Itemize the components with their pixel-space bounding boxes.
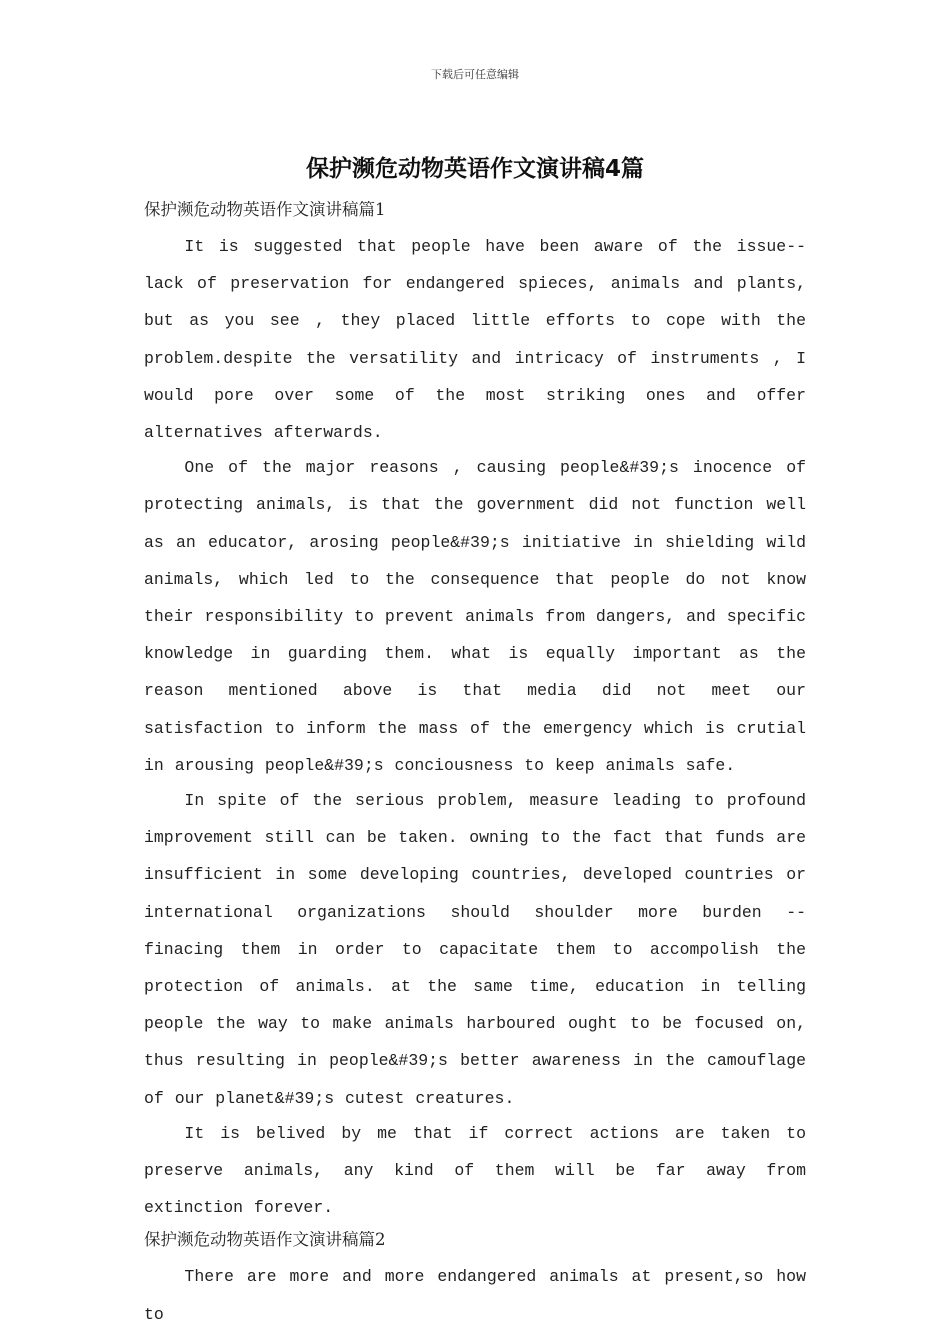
section-heading-1: 保护濒危动物英语作文演讲稿篇1 <box>144 200 386 219</box>
paragraph-1-1: It is suggested that people have been aware of the issue--lack of preservation for endangered spieces, animals and plants, but as you see , they placed little efforts to cope with the problem.despite the versatility and intricacy of instruments , I would pore over some of the most striking ones and offer alternatives afterwards. <box>144 237 806 443</box>
header-note: 下载后可任意编辑 <box>431 68 519 81</box>
document-title: 保护濒危动物英语作文演讲稿4篇 <box>305 156 644 182</box>
paragraph-1-4: It is belived by me that if correct actions are taken to preserve animals, any kind of them will be far away from extinction forever. <box>144 1123 806 1218</box>
paragraph-1-2: One of the major reasons , causing people&#39;s inocence of protecting animals, is that the government did not function well as an educator, arosing people&#39;s initiative in shielding wild animals, which led to the consequence that people do not know their responsibility to prevent animals from dangers, and specific knowledge in guarding them. what is equally important as the reason mentioned above is that media did not meet our satisfaction to inform the mass of the emergency which is crutial in arousing people&#39;s conciousness to keep animals safe. <box>144 458 806 775</box>
paragraph-1-3: In spite of the serious problem, measure leading to profound improvement still can be taken. owning to the fact that funds are insufficient in some developing countries, developed countries or international organizations should shoulder more burden -- finacing them in order to capacitate them to accompolish the protection of animals. at the same time, education in telling people the way to make animals harboured ought to be focused on, thus resulting in people&#39;s better awareness in the camouflage of our planet&#39;s cutest creatures. <box>144 791 806 1108</box>
document-body <box>144 196 806 1333</box>
section-heading-2: 保护濒危动物英语作文演讲稿篇2 <box>144 1230 386 1250</box>
paragraph-2-1: There are more and more endangered animals at present,so how to <box>144 1267 806 1324</box>
